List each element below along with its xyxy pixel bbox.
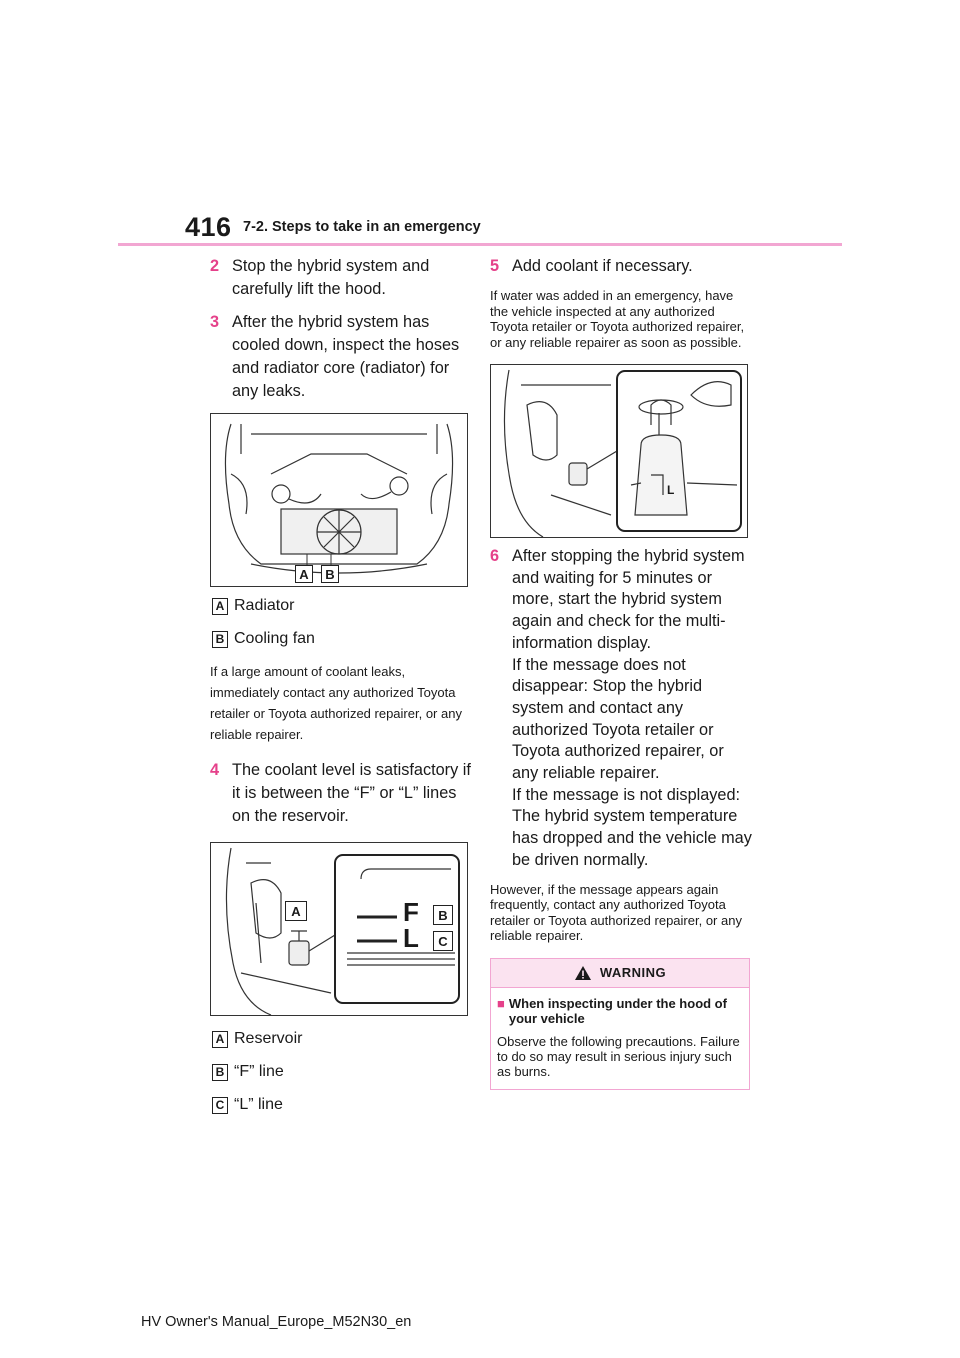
step-number: 2	[210, 257, 220, 275]
legend-letter: C	[212, 1097, 228, 1114]
callout-b-label: B	[325, 566, 335, 582]
legend-letter: B	[212, 1064, 228, 1081]
legend-text: “L” line	[234, 1096, 283, 1113]
step-number: 4	[210, 761, 220, 779]
step-number: 6	[490, 547, 500, 565]
step-6-if-not-disappear: If the message does not disappear: Stop the hybrid system and contact any authorized Toyota retailer or Toyota authorized repairer, or any reliable repairer.	[512, 655, 724, 783]
legend-text: Radiator	[234, 597, 295, 614]
step-text: After the hybrid system has cooled down, inspect the hoses and radiator core (radiator) for any leaks.	[232, 313, 460, 400]
step-text: Add coolant if necessary.	[512, 257, 693, 275]
step-3	[210, 311, 472, 403]
add-coolant-illustration	[490, 364, 748, 538]
callout-a-label: A	[299, 566, 309, 582]
warning-box	[490, 958, 750, 1090]
legend-radiator	[212, 595, 472, 617]
warning-title-text: When inspecting under the hood of your vehicle	[508, 995, 727, 1026]
warning-header	[491, 959, 749, 988]
legend-cooling-fan	[212, 628, 472, 650]
callout-c	[433, 931, 453, 951]
engine-bay-drawing	[211, 414, 467, 586]
legend-text: Cooling fan	[234, 630, 315, 647]
legend-text: Reservoir	[234, 1030, 303, 1047]
reservoir-drawing	[211, 843, 467, 1015]
callout-a-label: A	[291, 903, 301, 919]
warning-body	[491, 988, 749, 1089]
step-text: The coolant level is satisfactory if it is between the “F” or “L” lines on the reservoir.	[232, 761, 471, 825]
right-column	[490, 255, 752, 1090]
legend-f-line	[212, 1061, 472, 1083]
step-6-if-not-displayed: If the message is not displayed: The hybrid system temperature has dropped and the vehicle may be driven normally.	[512, 785, 752, 869]
callout-b	[321, 565, 339, 583]
warning-text: Observe the following precautions. Failure to do so may result in serious injury such as burns.	[497, 1033, 740, 1079]
legend-l-line	[212, 1094, 472, 1116]
callout-c-label: C	[438, 933, 448, 949]
mark-l: L	[667, 483, 675, 497]
legend-letter: A	[212, 1031, 228, 1048]
warning-title	[497, 996, 743, 1026]
reservoir-illustration	[210, 842, 468, 1016]
mark-l: L	[403, 923, 419, 953]
emergency-water-note: If water was added in an emergency, have the vehicle inspected at any authorized Toyota retailer or Toyota authorized repairer, or any reliable repairer as soon as possible.	[490, 288, 745, 350]
legend-reservoir	[212, 1028, 472, 1050]
callout-b-label: B	[438, 907, 448, 923]
step-2	[210, 255, 472, 301]
coolant-leak-note: If a large amount of coolant leaks, immediately contact any authorized Toyota retailer or Toyota authorized repairer, or any reliable repairer.	[210, 664, 462, 742]
warning-icon	[574, 965, 592, 981]
step-6	[490, 546, 752, 872]
step-text: Stop the hybrid system and carefully lift the hood.	[232, 257, 430, 298]
message-again-note: However, if the message appears again frequently, contact any authorized Toyota retailer or Toyota authorized repairer, or any reliable repairer.	[490, 881, 742, 944]
step-4	[210, 759, 472, 828]
step-6-instruction: After stopping the hybrid system and waiting for 5 minutes or more, start the hybrid system again and check for the multi-information display.	[512, 547, 745, 652]
engine-bay-illustration	[210, 413, 468, 587]
step-5	[490, 255, 752, 278]
mark-f: F	[403, 897, 419, 927]
square-bullet-icon: ■	[497, 995, 505, 1011]
step-text	[512, 546, 752, 872]
callout-b	[433, 905, 453, 925]
warning-heading: WARNING	[599, 965, 667, 981]
footer: HV Owner's Manual_Europe_M52N30_en	[141, 1314, 412, 1330]
header-rule	[118, 243, 842, 246]
step-number: 5	[490, 257, 500, 275]
left-column	[210, 255, 472, 1127]
legend-text: “F” line	[234, 1063, 284, 1080]
step-number: 3	[210, 313, 220, 331]
page-number: 416	[185, 212, 232, 242]
callout-a	[285, 901, 307, 921]
callout-a	[295, 565, 313, 583]
legend-letter: B	[212, 631, 228, 648]
section-title: 7-2. Steps to take in an emergency	[243, 219, 481, 235]
legend-letter: A	[212, 598, 228, 615]
add-coolant-drawing	[491, 365, 747, 537]
